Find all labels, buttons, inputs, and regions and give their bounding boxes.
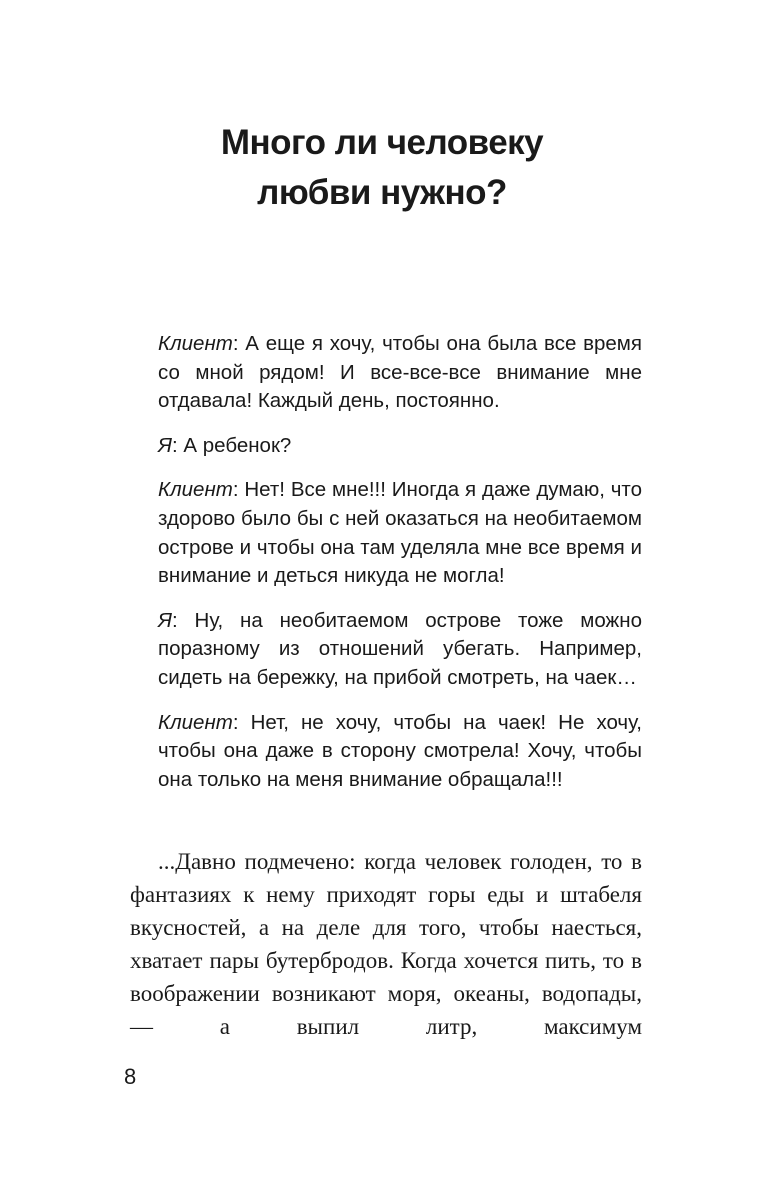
dialogue-text: : Нет! Все мне!!! Иногда я даже думаю, что здорово было бы с ней оказаться на необитаемом острове и чтобы она там уделяла мне все время и внимание и деться никуда не могла! [158, 478, 642, 588]
dialogue-text: : Нет, не хочу, чтобы на чаек! Не хочу, чтобы она даже в сторону смотрела! Хочу, чтобы она только на меня внимание обращала!!! [158, 710, 642, 791]
dialogue-text: : Ну, на необитаемом острове тоже можно поразному из отношений убегать. Например, сидеть на бережку, на прибой смотреть, на чаек… [158, 608, 642, 689]
chapter-title-line-1: Много ли человеку [220, 123, 544, 162]
page-number: 8 [124, 1064, 137, 1089]
dialogue-line [158, 476, 642, 590]
dialogue-line [158, 432, 642, 461]
dialogue-speaker: Я [158, 608, 172, 632]
dialogue-speaker: Клиент [158, 710, 233, 734]
body-paragraph: ...Давно подмечено: когда человек голоден, то в фантазиях к нему приходят горы еды и штабеля вкусностей, а на деле для того, чтобы наесться, хватает пары бутербродов. Когда хочется пить, то в воображении возникают моря, океаны, водопады, — а выпил литр, максимум [130, 849, 642, 1039]
dialogue-line [158, 709, 642, 795]
dialogue-block [158, 330, 642, 810]
dialogue-speaker: Я [158, 433, 172, 457]
dialogue-speaker: Клиент [158, 478, 233, 502]
chapter-title-line-2: любви нужно? [257, 173, 507, 212]
chapter-title [0, 118, 764, 218]
dialogue-text: : А ребенок? [171, 433, 292, 457]
dialogue-line [158, 330, 642, 416]
dialogue-speaker: Клиент [158, 332, 233, 355]
dialogue-text: : А еще я хочу, чтобы она была все время со мной рядом! И все-все-все внимание мне отдавала! Каждый день, постоянно. [158, 332, 642, 413]
dialogue-line [158, 607, 642, 693]
